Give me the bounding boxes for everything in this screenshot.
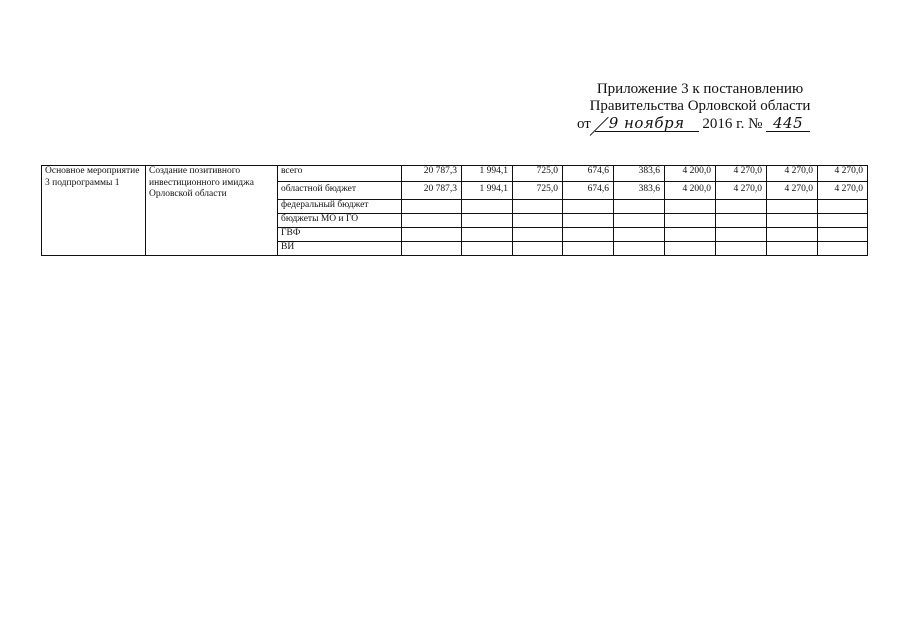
value-cell — [665, 200, 716, 214]
value-cell — [462, 214, 513, 228]
value-cell: 1 994,1 — [462, 182, 513, 200]
value-cell — [716, 242, 767, 256]
value-cell — [716, 228, 767, 242]
value-cell: 725,0 — [513, 166, 563, 182]
value-cell — [665, 228, 716, 242]
handwritten-date: 9 ноября — [595, 116, 699, 132]
value-cell — [614, 214, 665, 228]
handwritten-number: 445 — [766, 116, 810, 132]
value-cell: 4 270,0 — [818, 182, 868, 200]
funding-source-cell: всего — [278, 166, 402, 182]
measure-cell: Основное мероприятие 3 подпрограммы 1 — [42, 166, 146, 256]
value-cell — [563, 200, 614, 214]
value-cell — [563, 242, 614, 256]
value-cell — [402, 242, 462, 256]
value-cell — [563, 228, 614, 242]
value-cell — [767, 200, 818, 214]
value-cell: 20 787,3 — [402, 166, 462, 182]
value-cell — [665, 242, 716, 256]
value-cell: 20 787,3 — [402, 182, 462, 200]
value-cell: 4 270,0 — [716, 166, 767, 182]
value-cell — [402, 228, 462, 242]
date-suffix: 2016 г. № — [702, 116, 763, 132]
value-cell: 4 270,0 — [818, 166, 868, 182]
date-prefix: от — [577, 116, 591, 132]
value-cell — [818, 242, 868, 256]
value-cell: 4 270,0 — [767, 182, 818, 200]
value-cell: 383,6 — [614, 166, 665, 182]
funding-table — [41, 165, 868, 256]
measure-name-cell: Создание позитивного инвестиционного имиджа Орловской области — [146, 166, 278, 256]
value-cell: 725,0 — [513, 182, 563, 200]
value-cell: 383,6 — [614, 182, 665, 200]
value-cell — [513, 200, 563, 214]
value-cell — [665, 214, 716, 228]
value-cell: 674,6 — [563, 182, 614, 200]
value-cell — [462, 228, 513, 242]
value-cell: 1 994,1 — [462, 166, 513, 182]
table-row — [42, 166, 868, 182]
value-cell — [462, 242, 513, 256]
value-cell — [462, 200, 513, 214]
value-cell — [818, 228, 868, 242]
value-cell — [716, 200, 767, 214]
value-cell — [818, 214, 868, 228]
value-cell — [614, 200, 665, 214]
value-cell — [614, 242, 665, 256]
value-cell — [402, 214, 462, 228]
value-cell: 674,6 — [563, 166, 614, 182]
funding-source-cell: федеральный бюджет — [278, 200, 402, 214]
government-line: Правительства Орловской области — [589, 98, 811, 114]
value-cell: 4 270,0 — [716, 182, 767, 200]
value-cell: 4 200,0 — [665, 166, 716, 182]
funding-source-cell: областной бюджет — [278, 182, 402, 200]
value-cell — [614, 228, 665, 242]
document-header — [540, 81, 860, 133]
value-cell: 4 200,0 — [665, 182, 716, 200]
value-cell — [767, 242, 818, 256]
value-cell — [767, 228, 818, 242]
value-cell — [513, 242, 563, 256]
value-cell — [767, 214, 818, 228]
funding-source-cell: бюджеты МО и ГО — [278, 214, 402, 228]
value-cell — [513, 228, 563, 242]
value-cell — [716, 214, 767, 228]
decree-date-line — [540, 116, 860, 133]
value-cell — [402, 200, 462, 214]
value-cell — [513, 214, 563, 228]
value-cell — [818, 200, 868, 214]
funding-source-cell: ГВФ — [278, 228, 402, 242]
appendix-title: Приложение 3 к постановлению — [596, 81, 804, 97]
value-cell — [563, 214, 614, 228]
value-cell: 4 270,0 — [767, 166, 818, 182]
funding-source-cell: ВИ — [278, 242, 402, 256]
